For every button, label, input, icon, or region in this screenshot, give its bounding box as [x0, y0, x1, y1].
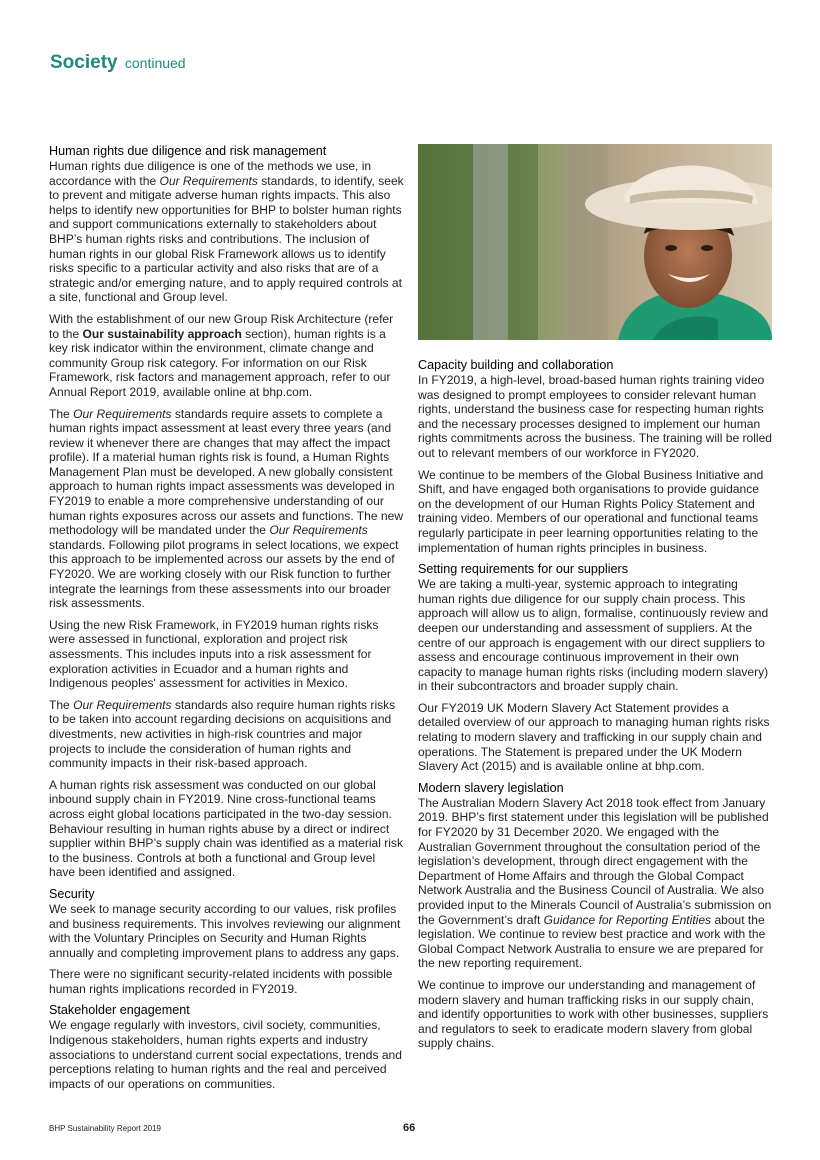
- paragraph: With the establishment of our new Group Risk Architecture (refer to the Our sustainability approach section), human rights is a key risk indicator within the environment, climate change and community Group risk category. For information on our Risk Framework, risk factors and management approach, refer to our Annual Report 2019, available online at bhp.com.: [49, 311, 394, 399]
- paragraph: Human rights due diligence is one of the methods we use, in accordance with the Our Requirements standards, to identify, seek to prevent and mitigate adverse human rights impacts. This also helps to identify new opportunities for BHP to bolster human rights and support communications externally to stakeholders about BHP’s human rights risks and contributions. The inclusion of human rights in our global Risk Framework allows us to identify risks specific to a particular activity and also risks that are of a strategic and/or emerging nature, and to apply required controls at a site, functional and Group level.: [49, 159, 404, 305]
- section-subtitle: continued: [124, 55, 186, 71]
- paragraph: The Our Requirements standards require assets to complete a human rights impact assessment at least every three years (and review it whenever there are changes that may affect the impact profile). If a material human rights risk is found, a Human Rights Management Plan must be developed. A new globally consistent approach to human rights impact assessments was developed in FY2019 to enable a more comprehensive understanding of our human rights exposures across our assets and functions. The new methodology will be mandated under the Our Requirements standards. Following pilot programs in select locations, we expect this approach to be implemented across our assets by the end of FY2020. We are working closely with our Risk function to further integrate the learnings from these assessments into our broader risk assessments.: [49, 406, 404, 611]
- heading-security: Security: [49, 886, 95, 901]
- paragraph: We seek to manage security according to our values, risk profiles and business requirements. This involves reviewing our alignment with the Voluntary Principles on Security and Human Rights annually and completing improvement plans to address any gaps.: [49, 901, 401, 960]
- page-header: [50, 52, 186, 74]
- paragraph: There were no significant security-related incidents with possible human rights implications recorded in FY2019.: [49, 967, 393, 996]
- heading-modern-slavery: Modern slavery legislation: [418, 780, 564, 795]
- heading-stakeholder-engagement: Stakeholder engagement: [49, 1003, 190, 1018]
- right-column: [418, 358, 773, 1058]
- paragraph: We engage regularly with investors, civil society, communities, Indigenous stakeholders, human rights experts and industry associations to understand current social expectations, trends and perceptions relating to human rights and the real and perceived impacts of our operations on communities.: [49, 1018, 402, 1091]
- paragraph: The Australian Modern Slavery Act 2018 took effect from January 2019. BHP’s first statement under this legislation will be published for FY2020 by 31 December 2020. We engaged with the Australian Government throughout the consultation period of the legislation’s development, through direct engagement with the Department of Home Affairs and through the Global Compact Network Australia and the Business Council of Australia. We also provided input to the Minerals Council of Australia’s submission on the Government’s draft Guidance for Reporting Entities about the legislation. We continue to review best practice and work with the Global Compact Network Australia to ensure we are prepared for the new reporting requirement.: [418, 795, 772, 971]
- section-title: Society: [50, 52, 118, 73]
- heading-supplier-requirements: Setting requirements for our suppliers: [418, 562, 628, 577]
- heading-capacity-building: Capacity building and collaboration: [418, 358, 614, 372]
- paragraph: The Our Requirements standards also require human rights risks to be taken into account regarding decisions on acquisitions and divestments, new activities in high-risk countries and major projects to include the consideration of human rights and community impacts in their risk-based approach.: [49, 697, 396, 771]
- paragraph: In FY2019, a high-level, broad-based human rights training video was designed to prompt employees to consider relevant human rights, understand the business case for respecting human rights and the necessary processes designed to implement our human rights commitments across the business. The training will be rolled out to relevant members of our workforce in FY2020.: [418, 373, 772, 460]
- paragraph: We continue to be members of the Global Business Initiative and Shift, and have engaged both organisations to provide guidance on the development of our Human Rights Policy Statement and training video. Members of our operational and functional teams regularly participate in peer learning opportunities relating to the implementation of human rights principles in business.: [418, 467, 764, 555]
- photo-icon: [418, 144, 772, 340]
- paragraph: A human rights risk assessment was conducted on our global inbound supply chain in FY2019. Nine cross-functional teams across eight global locations participated in the two-day session. Behaviour resulting in human rights abuse by a direct or indirect supplier within BHP’s supply chain was identified as a material risk to the business. Controls at both a functional and Group level have been identified and assigned.: [49, 777, 403, 880]
- paragraph: Our FY2019 UK Modern Slavery Act Statement provides a detailed overview of our approach to managing human rights risks relating to modern slavery and trafficking in our supply chain and operations. The Statement is prepared under the UK Modern Slavery Act (2015) and is available online at bhp.com.: [418, 700, 770, 774]
- page-number: 66: [403, 1122, 416, 1134]
- paragraph: We continue to improve our understanding and management of modern slavery and human trafficking risks in our supply chain, and identify opportunities to work with other businesses, suppliers and regulators to seek to eradicate modern slavery from global supply chains.: [418, 977, 769, 1051]
- photo-woman-in-hat: [418, 144, 772, 340]
- paragraph: We are taking a multi-year, systemic approach to integrating human rights due diligence for our supply chain process. This approach will allow us to align, formalise, continuously review and deepen our understanding and assessment of suppliers. At the centre of our approach is engagement with our direct suppliers to assess and encourage continuous improvement in their own capacity to manage human rights risks (including modern slavery) in their subcontractors and broader supply chain.: [418, 577, 769, 694]
- heading-due-diligence: Human rights due diligence and risk management: [49, 144, 327, 158]
- left-column: [49, 144, 404, 1098]
- footer-report-name: BHP Sustainability Report 2019: [49, 1124, 161, 1133]
- paragraph: Using the new Risk Framework, in FY2019 human rights risks were assessed in functional, exploration and project risk assessments. This includes inputs into a risk assessment for exploration activities in Ecuador and a human rights and Indigenous peoples' assessment for activities in Mexico.: [49, 617, 379, 691]
